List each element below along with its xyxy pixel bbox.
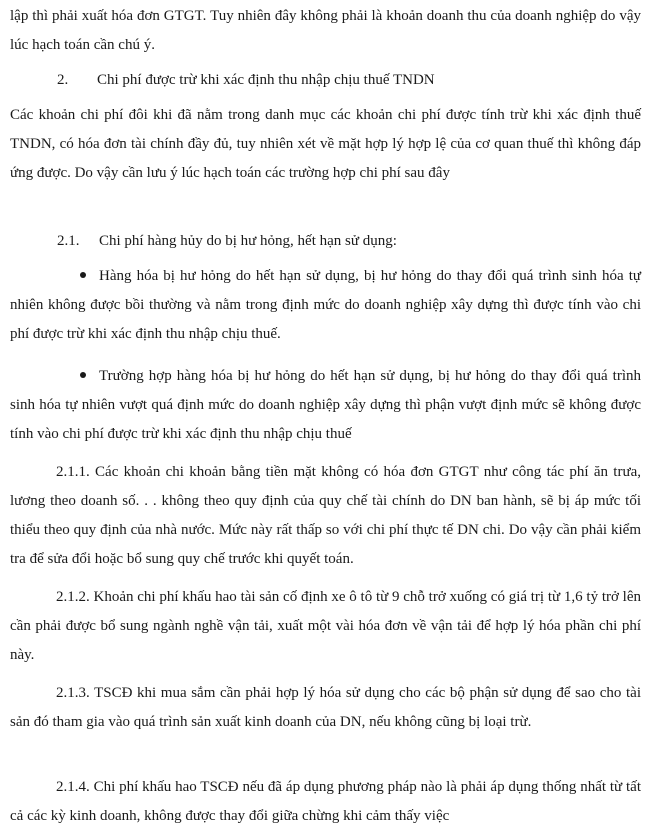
bullet-text: Trường hợp hàng hóa bị hư hỏng do hết hạn sử dụng, bị hư hỏng do thay đổi quá trình sinh hóa tự nhiên vượt quá định mức do doanh nghiệp xây dựng thì phận vượt định mức sẽ không được tính vào chi phí được trừ khi xác định thu nhập chịu thuế	[10, 368, 641, 442]
bullet-item	[10, 262, 641, 349]
section-2-body: Các khoản chi phí đôi khi đã nằm trong danh mục các khoản chi phí được tính trừ khi xác định thuế TNDN, có hóa đơn tài chính đầy đủ, tuy nhiên xét về mặt hợp lý hợp lệ của cơ quan thuế thì không đáp ứng được. Do vậy cần lưu ý lúc hạch toán các trường hợp chi phí sau đây	[10, 107, 641, 181]
section-2-title: Chi phí được trừ khi xác định thu nhập chịu thuế TNDN	[97, 72, 435, 88]
section-2-heading	[10, 66, 641, 95]
paragraph-2-1-1: 2.1.1. Các khoản chi khoản bằng tiền mặt không có hóa đơn GTGT như công tác phí ăn trưa, lương theo doanh số. . . không theo quy định của quy chế tài chính do DN ban hành, sẽ bị áp mức tối thiểu theo quy định của nhà nước. Mức này rất thấp so với chi phí thực tế DN chi. Do vậy cần phải kiểm tra để sửa đổi hoặc bổ sung quy chế trước khi quyết toán.	[10, 464, 641, 567]
bullet-item	[10, 362, 641, 449]
section-2-1-title: Chi phí hàng hủy do bị hư hỏng, hết hạn sử dụng:	[99, 233, 397, 249]
bullet-dot-icon	[80, 272, 86, 278]
intro-paragraph-tail: lập thì phải xuất hóa đơn GTGT. Tuy nhiên đây không phải là khoản doanh thu của doanh nghiệp do vậy lúc hạch toán cần chú ý.	[10, 8, 641, 53]
section-2-1-number: 2.1.	[57, 233, 80, 249]
paragraph-2-1-3: 2.1.3. TSCĐ khi mua sắm cần phải hợp lý hóa sử dụng cho các bộ phận sử dụng để sao cho tài sản đó tham gia vào quá trình sản xuất kinh doanh của DN, nếu không cũng bị loại trừ.	[10, 685, 641, 730]
bullet-dot-icon	[80, 372, 86, 378]
paragraph-2-1-4: 2.1.4. Chi phí khấu hao TSCĐ nếu đã áp dụng phương pháp nào là phải áp dụng thống nhất từ tất cả các kỳ kinh doanh, không được thay đổi giữa chừng khi cảm thấy việc	[10, 779, 641, 824]
paragraph-2-1-2: 2.1.2. Khoản chi phí khấu hao tài sản cố định xe ô tô từ 9 chỗ trở xuống có giá trị từ 1,6 tỷ trở lên cần phải được bổ sung ngành nghề vận tải, xuất một vài hóa đơn về vận tải để hợp lý hóa phần chi phí này.	[10, 589, 641, 663]
section-2-number: 2.	[57, 72, 69, 88]
section-2-1-heading	[10, 227, 641, 256]
bullet-text: Hàng hóa bị hư hỏng do hết hạn sử dụng, bị hư hỏng do thay đổi quá trình sinh hóa tự nhiên không được bồi thường và nằm trong định mức do doanh nghiệp xây dựng thì được tính vào chi phí được trừ khi xác định thu nhập chịu thuế.	[10, 268, 641, 342]
